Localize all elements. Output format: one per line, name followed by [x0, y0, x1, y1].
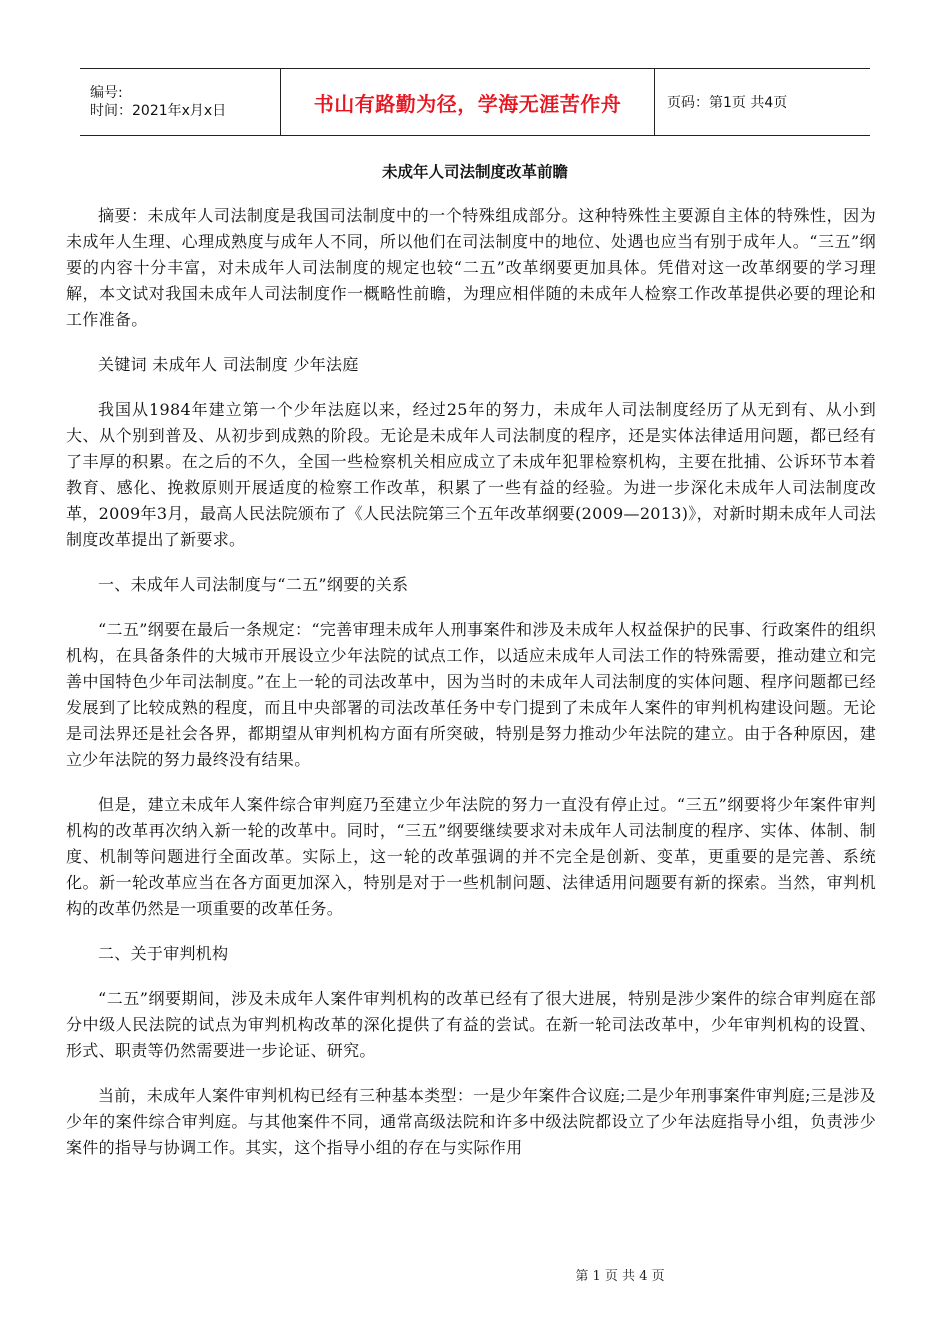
abstract-paragraph: 摘要：未成年人司法制度是我国司法制度中的一个特殊组成部分。这种特殊性主要源自主体的特殊性，因为未成年人生理、心理成熟度与成年人不同，所以他们在司法制度中的地位、处遇也应当有别于成年人。“三五”纲要的内容十分丰富，对未成年人司法制度的规定也较“二五”改革纲要更加具体。凭借对这一改革纲要的学习理解，本文试对我国未成年人司法制度作一概略性前瞻，为理应相伴随的未成年人检察工作改革提供必要的理论和工作准备。: [66, 206, 876, 329]
header-left-cell: [80, 69, 280, 135]
document-body: [66, 203, 876, 1180]
motto-text: 书山有路勤为径，学海无涯苦作舟: [313, 91, 622, 116]
body-paragraph: 但是，建立未成年人案件综合审判庭乃至建立少年法院的努力一直没有停止过。“三五”纲要将少年案件审判机构的改革再次纳入新一轮的改革中。同时，“三五”纲要继续要求对未成年人司法制度的程序、实体、体制、制度、机制等问题进行全面改革。实际上，这一轮的改革强调的并不完全是创新、变革，更重要的是完善、系统化。新一轮改革应当在各方面更加深入，特别是对于一些机制问题、法律适用问题要有新的探索。当然，审判机构的改革仍然是一项重要的改革任务。: [66, 795, 876, 918]
number-label: 编号:: [90, 85, 123, 101]
body-paragraph: “二五”纲要在最后一条规定：“完善审理未成年人刑事案件和涉及未成年人权益保护的民事、行政案件的组织机构，在具备条件的大城市开展设立少年法院的试点工作，以适应未成年人司法工作的特殊需要，推动建立和完善中国特色少年司法制度。”在上一轮的司法改革中，因为当时的未成年人司法制度的实体问题、程序问题都已经发展到了比较成熟的程度，而且中央部署的司法改革任务中专门提到了未成年人案件的审判机构建设问题。无论是司法界还是社会各界，都期望从审判机构方面有所突破，特别是努力推动少年法院的建立。由于各种原因，建立少年法院的努力最终没有结果。: [66, 620, 876, 769]
document-title: 未成年人司法制度改革前瞻: [381, 163, 568, 181]
header-page-cell: [655, 69, 870, 135]
document-header: [80, 68, 870, 136]
body-paragraph: “二五”纲要期间，涉及未成年人案件审判机构的改革已经有了很大进展，特别是涉少案件的综合审判庭在部分中级人民法院的试点为审判机构改革的深化提供了有益的尝试。在新一轮司法改革中，少年审判机构的设置、形式、职责等仍然需要进一步论证、研究。: [66, 989, 876, 1060]
page-info: 页码：第1页 共4页: [667, 95, 788, 111]
section-heading: 二、关于审判机构: [98, 944, 229, 963]
keywords-paragraph: 关键词 未成年人 司法制度 少年法庭: [98, 355, 359, 374]
body-paragraph: 当前，未成年人案件审判机构已经有三种基本类型：一是少年案件合议庭;二是少年刑事案件审判庭;三是涉及少年的案件综合审判庭。与其他案件不同，通常高级法院和许多中级法院都设立了少年法庭指导小组，负责涉少案件的指导与协调工作。其实，这个指导小组的存在与实际作用: [66, 1086, 876, 1157]
body-paragraph: 我国从1984年建立第一个少年法庭以来，经过25年的努力，未成年人司法制度经历了从无到有、从小到大、从个别到普及、从初步到成熟的阶段。无论是未成年人司法制度的程序，还是实体法律适用问题，都已经有了丰厚的积累。在之后的不久，全国一些检察机关相应成立了未成年犯罪检察机构，主要在批捕、公诉环节本着教育、感化、挽救原则开展适度的检察工作改革，积累了一些有益的经验。为进一步深化未成年人司法制度改革，2009年3月，最高人民法院颁布了《人民法院第三个五年改革纲要(2009—2013)》，对新时期未成年人司法制度改革提出了新要求。: [66, 400, 876, 549]
page-footer: 第 1 页 共 4 页: [575, 1269, 665, 1284]
section-heading: 一、未成年人司法制度与“二五”纲要的关系: [98, 575, 409, 594]
header-motto-cell: [280, 69, 655, 135]
time-label: 时间：2021年x月x日: [90, 103, 227, 119]
